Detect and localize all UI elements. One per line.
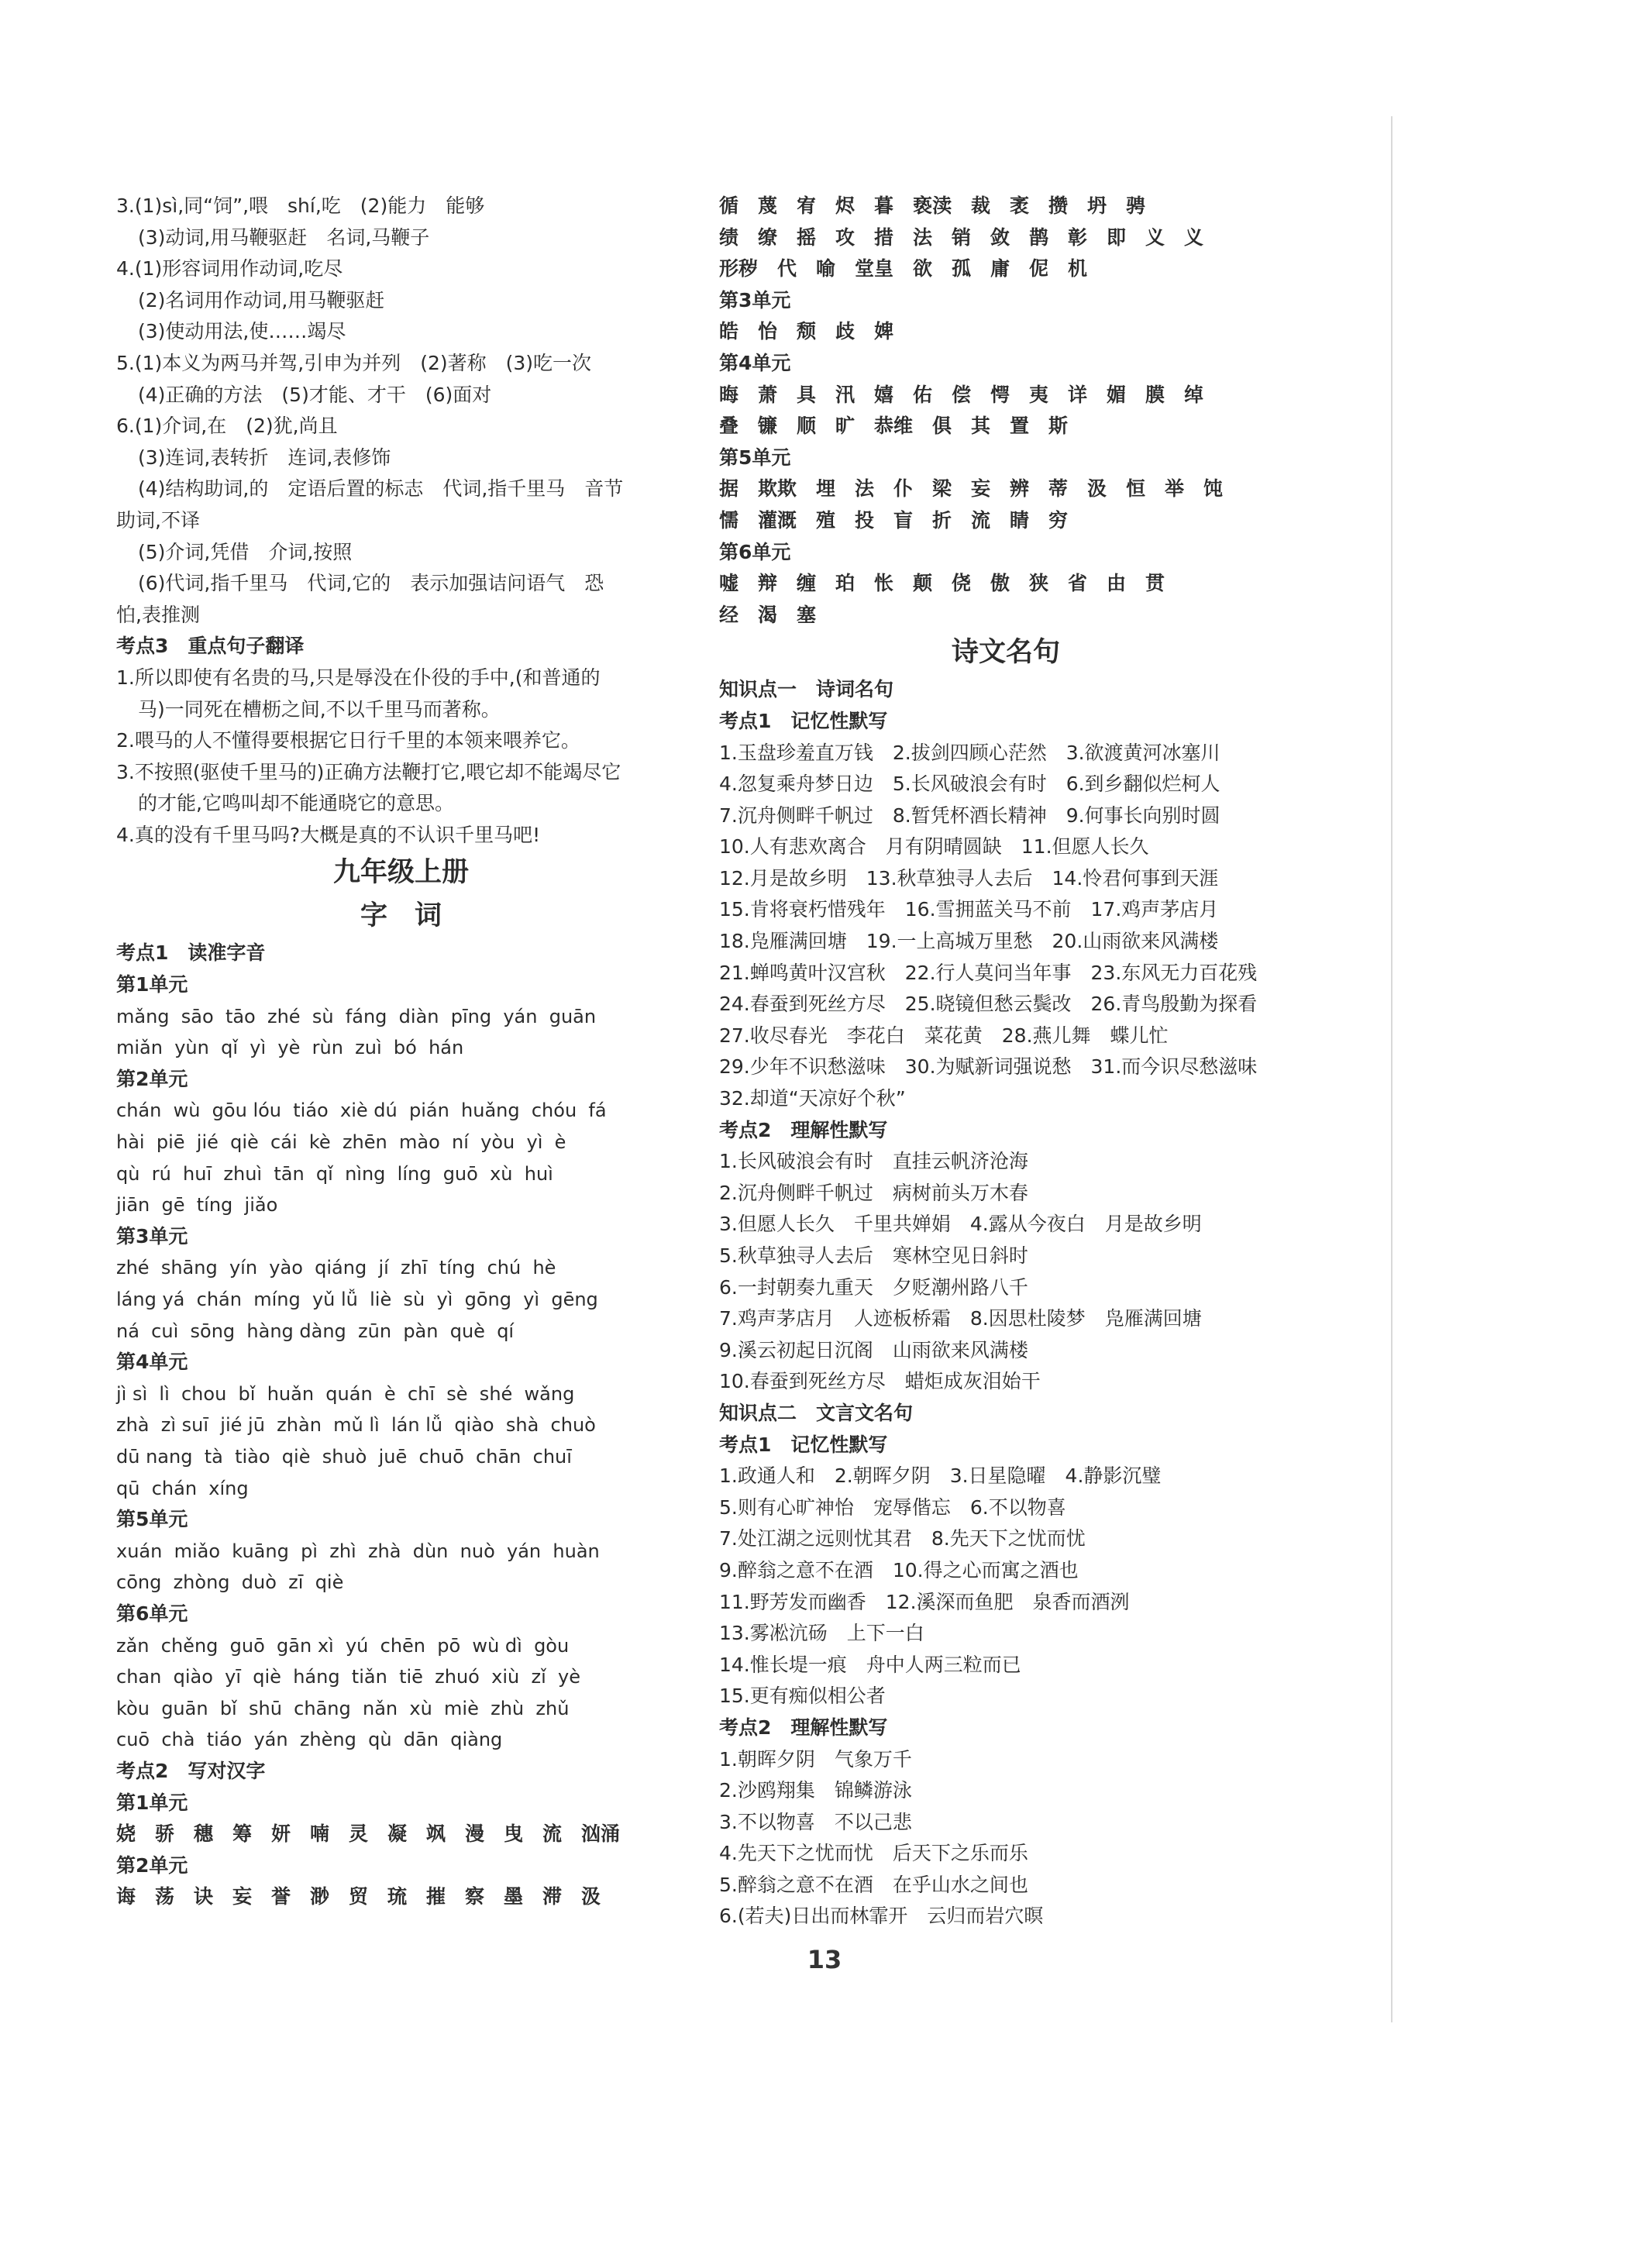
subheading: 第4单元 <box>719 351 791 374</box>
page-number: 13 <box>807 1945 842 1974</box>
text-line: 24.春蚕到死丝方尽 25.晓镜但愁云鬓改 26.青鸟殷勤为探看 <box>719 993 1258 1016</box>
text-line: (3)使动用法,使……竭尽 <box>138 320 346 343</box>
text-line: 29.少年不识愁滋味 30.为赋新词强说愁 31.而今识尽愁滋味 <box>719 1055 1258 1079</box>
subheading: 考点1 记忆性默写 <box>719 1433 888 1456</box>
text-line: (4)结构助词,的 定语后置的标志 代词,指千里马 音节 <box>138 477 624 501</box>
text-line: 5.(1)本义为两马并驾,引申为并列 (2)著称 (3)吃一次 <box>116 351 592 374</box>
character-list-line: 懦 灌溉 殖 投 盲 折 流 睛 穷 <box>719 508 1069 532</box>
text-line: 4.真的没有千里马吗?大概是真的不认识千里马吧! <box>116 823 541 846</box>
section-heading: 九年级上册 <box>332 856 469 889</box>
text-line: 21.蝉鸣黄叶汉宫秋 22.行人莫问当年事 23.东风无力百花残 <box>719 961 1258 984</box>
text-line: 3.但愿人长久 千里共婵娟 4.露从今夜白 月是故乡明 <box>719 1213 1202 1236</box>
text-line: 5.秋草独寻人去后 寒林空见日斜时 <box>719 1244 1028 1267</box>
text-line: 18.凫雁满回塘 19.一上高城万里愁 20.山雨欲来风满楼 <box>719 930 1219 953</box>
text-line: 9.溪云初起日沉阁 山雨欲来风满楼 <box>719 1338 1028 1361</box>
text-line: 12.月是故乡明 13.秋草独寻人去后 14.怜君何事到天涯 <box>719 866 1219 890</box>
text-line: 5.醉翁之意不在酒 在乎山水之间也 <box>719 1873 1028 1896</box>
pinyin-line: zhà zì suī jié jū zhàn mǔ lì lán lǚ qiào shà chuò <box>116 1414 596 1437</box>
subheading: 考点2 写对汉字 <box>116 1759 266 1782</box>
text-line: 15.肯将衰朽惜残年 16.雪拥蓝关马不前 17.鸡声茅店月 <box>719 898 1219 921</box>
text-line: 1.所以即使有名贵的马,只是辱没在仆役的手中,(和普通的 <box>116 666 601 689</box>
character-list-line: 晦 萧 具 汛 嬉 佑 偿 愕 夷 详 媚 膜 绰 <box>719 383 1204 406</box>
text-line: 15.更有痴似相公者 <box>719 1685 886 1708</box>
text-line: 1.朝晖夕阴 气象万千 <box>719 1747 912 1771</box>
text-line: 4.忽复乘舟梦日边 5.长风破浪会有时 6.到乡翻似烂柯人 <box>719 773 1220 796</box>
subheading: 第2单元 <box>116 1067 188 1090</box>
text-line: 3.不以物喜 不以己悲 <box>719 1810 912 1833</box>
subheading: 第1单元 <box>116 973 188 996</box>
character-list-line: 诲 荡 诀 妄 誉 渺 贸 琉 摧 察 墨 滞 汲 <box>116 1885 601 1908</box>
subheading: 考点1 记忆性默写 <box>719 709 888 732</box>
text-line: 13.雾凇沆砀 上下一白 <box>719 1622 924 1645</box>
subheading: 第5单元 <box>719 446 791 469</box>
text-line: (2)名词用作动词,用马鞭驱赶 <box>138 288 385 311</box>
text-line: 助词,不译 <box>116 508 200 532</box>
text-line: 怕,表推测 <box>116 603 200 626</box>
text-line: 9.醉翁之意不在酒 10.得之心而寓之酒也 <box>719 1558 1079 1581</box>
pinyin-line: dū nang tà tiào qiè shuò juē chuō chān chuī <box>116 1445 572 1468</box>
pinyin-line: xuán miǎo kuāng pì zhì zhà dùn nuò yán huàn <box>116 1540 600 1562</box>
pinyin-line: cōng zhòng duò zī qiè <box>116 1571 344 1594</box>
text-line: 2.沙鸥翔集 锦鳞游泳 <box>719 1779 912 1802</box>
subheading: 第3单元 <box>719 288 791 311</box>
subheading: 考点2 理解性默写 <box>719 1716 888 1739</box>
subheading: 第6单元 <box>719 540 791 563</box>
pinyin-line: zǎn chěng guō gān xì yú chēn pō wù dì gòu <box>116 1634 570 1657</box>
text-line: 5.则有心旷神怡 宠辱偕忘 6.不以物喜 <box>719 1495 1066 1519</box>
subheading: 第3单元 <box>116 1224 188 1248</box>
pinyin-line: kòu guān bǐ shū chāng nǎn xù miè zhù zhǔ <box>116 1697 570 1719</box>
pinyin-line: láng yá chán míng yǔ lǚ liè sù yì gōng yì gēng <box>116 1289 598 1310</box>
character-list-line: 嘘 辩 缠 珀 怅 颠 侥 傲 狭 省 由 贯 <box>719 572 1165 595</box>
text-line: 1.玉盘珍羞直万钱 2.拔剑四顾心茫然 3.欲渡黄河冰塞川 <box>719 741 1220 764</box>
pinyin-line: hài piē jié qiè cái kè zhēn mào ní yòu yì è <box>116 1131 566 1154</box>
subheading: 知识点一 诗词名句 <box>719 678 894 701</box>
text-line: 2.沉舟侧畔千帆过 病树前头万木春 <box>719 1181 1028 1204</box>
pinyin-line: qù rú huī zhuì tān qǐ nìng líng guō xù huì <box>116 1162 553 1185</box>
text-line: (3)动词,用马鞭驱赶 名词,马鞭子 <box>138 225 430 249</box>
text-line: 14.惟长堤一痕 舟中人两三粒而已 <box>719 1653 1021 1676</box>
character-list-line: 经 渴 塞 <box>719 603 817 626</box>
pinyin-line: jiān gē tíng jiǎo <box>116 1194 278 1217</box>
pinyin-line: chán wù gōu lóu tiáo xiè dú pián huǎng chóu fá <box>116 1100 607 1122</box>
right-column <box>719 191 1293 1932</box>
text-line: 2.喂马的人不懂得要根据它日行千里的本领来喂养它。 <box>116 729 580 752</box>
character-list-line: 据 欺欺 埋 法 仆 梁 妄 辨 蒂 汲 恒 举 饨 <box>719 477 1224 501</box>
section-heading: 字 词 <box>360 900 442 932</box>
text-line: 10.人有悲欢离合 月有阴晴圆缺 11.但愿人长久 <box>719 835 1149 859</box>
text-line: 6.(1)介词,在 (2)犹,尚且 <box>116 415 338 438</box>
character-list-line: 娆 骄 穗 筹 妍 喃 灵 凝 飒 漫 曳 流 汹涌 <box>116 1822 621 1846</box>
text-line: (6)代词,指千里马 代词,它的 表示加强诘问语气 恐 <box>138 572 604 595</box>
pinyin-line: jì sì lì chou bǐ huǎn quán è chī sè shé wǎng <box>116 1382 575 1405</box>
text-line: 7.处江湖之远则忧其君 8.先天下之忧而忧 <box>719 1527 1086 1550</box>
text-line: (4)正确的方法 (5)才能、才干 (6)面对 <box>138 383 492 406</box>
pinyin-line: ná cuì sōng hàng dàng zūn pàn què qí <box>116 1320 515 1342</box>
pinyin-line: chan qiào yī qiè háng tiǎn tiē zhuó xiù zǐ yè <box>116 1666 580 1688</box>
left-column <box>116 191 686 1913</box>
text-line: 1.政通人和 2.朝晖夕阴 3.日星隐曜 4.静影沉璧 <box>719 1464 1162 1488</box>
text-line: 1.长风破浪会有时 直挂云帆济沧海 <box>719 1150 1028 1173</box>
subheading: 第5单元 <box>116 1508 188 1531</box>
subheading: 考点2 理解性默写 <box>719 1118 888 1141</box>
pinyin-line: miǎn yùn qǐ yì yè rùn zuì bó hán <box>116 1037 464 1059</box>
subheading: 第2单元 <box>116 1853 188 1877</box>
character-list-line: 绩 缭 摇 攻 措 法 销 敛 鹊 彰 即 义 义 <box>719 225 1204 249</box>
text-line: 11.野芳发而幽香 12.溪深而鱼肥 泉香而酒洌 <box>719 1590 1130 1613</box>
text-line: 4.先天下之忧而忧 后天下之乐而乐 <box>719 1842 1028 1865</box>
text-line: 的才能,它鸣叫却不能通晓它的意思。 <box>138 792 454 815</box>
character-list-line: 形秽 代 喻 堂皇 欲 孤 庸 伲 机 <box>719 257 1088 280</box>
subheading: 考点1 读准字音 <box>116 941 266 965</box>
subheading: 第4单元 <box>116 1351 188 1374</box>
section-heading: 诗文名句 <box>951 636 1060 669</box>
pinyin-line: qū chán xíng <box>116 1477 249 1499</box>
subheading: 第1单元 <box>116 1791 188 1814</box>
character-list-line: 皓 怡 颓 歧 婢 <box>719 320 894 343</box>
subheading: 考点3 重点句子翻译 <box>116 635 305 658</box>
text-line: 3.(1)sì,同“饲”,喂 shí,吃 (2)能力 能够 <box>116 194 485 217</box>
subheading: 第6单元 <box>116 1602 188 1625</box>
text-line: 3.不按照(驱使千里马的)正确方法鞭打它,喂它却不能竭尽它 <box>116 760 621 783</box>
scan-edge-line <box>1391 116 1393 2022</box>
text-line: 4.(1)形容词用作动词,吃尽 <box>116 257 343 280</box>
text-line: (5)介词,凭借 介词,按照 <box>138 540 353 563</box>
text-line: 6.(若夫)日出而林霏开 云归而岩穴暝 <box>719 1905 1044 1928</box>
subheading: 知识点二 文言文名句 <box>719 1401 914 1424</box>
text-line: 7.沉舟侧畔千帆过 8.暂凭杯酒长精神 9.何事长向别时圆 <box>719 804 1220 827</box>
pinyin-line: mǎng sāo tāo zhé sù fáng diàn pīng yán guān <box>116 1005 597 1027</box>
character-list-line: 叠 镰 顺 旷 恭维 俱 其 置 斯 <box>719 415 1069 438</box>
text-line: 27.收尽春光 李花白 菜花黄 28.燕儿舞 蝶儿忙 <box>719 1024 1169 1047</box>
text-line: (3)连词,表转折 连词,表修饰 <box>138 446 391 469</box>
text-line: 32.却道“天凉好个秋” <box>719 1087 906 1110</box>
text-line: 6.一封朝奏九重天 夕贬潮州路八千 <box>719 1275 1028 1299</box>
text-line: 7.鸡声茅店月 人迹板桥霜 8.因思杜陵梦 凫雁满回塘 <box>719 1307 1202 1330</box>
pinyin-line: zhé shāng yín yào qiáng jí zhī tíng chú hè <box>116 1257 556 1279</box>
pinyin-line: cuō chà tiáo yán zhèng qù dān qiàng <box>116 1729 503 1751</box>
character-list-line: 循 蔑 宥 烬 暮 亵渎 裁 袤 攒 坍 骋 <box>719 194 1146 217</box>
text-line: 10.春蚕到死丝方尽 蜡炬成灰泪始干 <box>719 1370 1041 1393</box>
text-line: 马)一同死在槽枥之间,不以千里马而著称。 <box>138 697 501 721</box>
